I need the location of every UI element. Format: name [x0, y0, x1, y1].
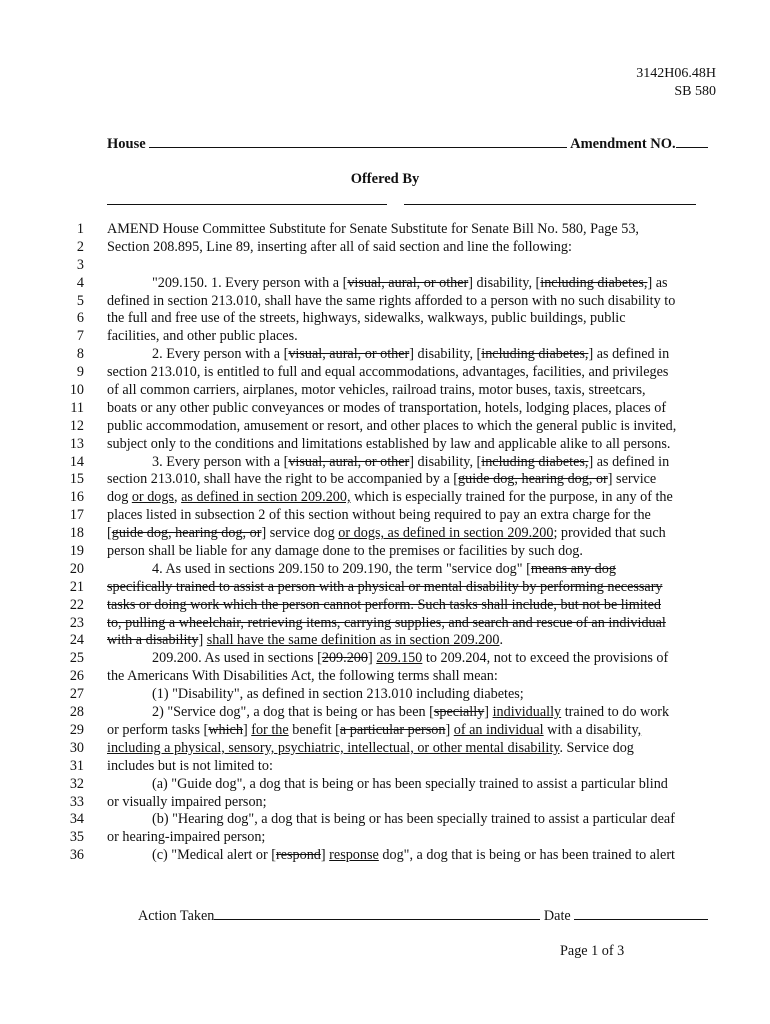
text-segment: ] as defined in	[588, 453, 670, 470]
line-text	[107, 507, 651, 525]
text-segment: 3. Every person with a [	[152, 453, 289, 470]
line-text	[107, 615, 666, 633]
body-line	[60, 489, 720, 507]
text-segment: ]	[242, 721, 252, 738]
page-number: Page 1 of 3	[560, 943, 625, 959]
inserted-text: 209.150	[376, 650, 423, 667]
body-line	[60, 328, 720, 346]
text-segment: includes but is not limited to:	[107, 757, 273, 774]
text-segment: which is especially trained for the purpose, in any of the	[350, 489, 673, 506]
text-segment: 4. As used in sections 209.150 to 209.190, the term "service dog" [	[152, 560, 531, 577]
line-text	[107, 382, 646, 400]
text-segment: (b) "Hearing dog", a dog that is being or has been specially trained to assist a particular deaf	[152, 811, 675, 828]
text-segment: boats or any other public conveyances or modes of transportation, hotels, lodging places, places of	[107, 399, 667, 416]
line-text	[107, 239, 572, 257]
inserted-text: shall have the same definition as in section 209.200	[206, 632, 500, 649]
stricken-text: specially	[433, 704, 485, 721]
text-segment: ] disability, [	[409, 346, 482, 363]
stricken-text: with a disability	[107, 632, 199, 649]
date-label: Date	[543, 908, 571, 924]
text-segment: ]	[367, 650, 377, 667]
text-segment: of all common carriers, airplanes, motor vehicles, railroad trains, motor buses, taxis, streetcars,	[107, 382, 646, 399]
line-text	[107, 722, 641, 740]
line-number: 3	[76, 256, 84, 273]
line-text	[107, 436, 670, 454]
body-line	[60, 668, 720, 686]
amendment-label: Amendment NO.	[570, 136, 676, 152]
offered-by-label: Offered By	[350, 171, 420, 187]
text-segment: [	[107, 525, 112, 542]
text-segment: ] service dog	[261, 525, 339, 542]
text-segment: the Americans With Disabilities Act, the following terms shall mean:	[107, 668, 498, 685]
text-segment: benefit [	[288, 721, 340, 738]
body-line	[60, 829, 720, 847]
text-segment: ] as defined in	[588, 346, 670, 363]
line-number: 5	[76, 292, 84, 309]
action-taken-blank	[214, 907, 540, 920]
line-text	[107, 740, 634, 758]
text-segment: 2. Every person with a [	[152, 346, 289, 363]
action-taken-label: Action Taken	[138, 908, 215, 924]
line-text	[107, 364, 668, 382]
text-segment: facilities, and other public places.	[107, 328, 298, 345]
stricken-text: visual, aural, or other	[347, 274, 469, 291]
line-number: 35	[69, 829, 84, 846]
text-segment: ]	[484, 704, 493, 721]
inserted-text: or dogs, as defined in section 209.200	[338, 525, 554, 542]
text-segment: Section 208.895, Line 89, inserting after all of said section and line the following:	[107, 238, 572, 255]
line-text	[107, 632, 503, 650]
body-line	[60, 454, 720, 472]
line-text	[107, 471, 656, 489]
offered-by-blank-right	[404, 204, 696, 205]
text-segment: ] service	[607, 471, 657, 488]
line-number: 27	[69, 686, 84, 703]
house-line	[107, 135, 708, 153]
stricken-text: means any dog	[530, 560, 616, 577]
line-text	[152, 686, 524, 704]
body-line	[60, 507, 720, 525]
text-segment: or visually impaired person;	[107, 793, 267, 810]
line-number: 15	[69, 471, 84, 488]
inserted-text: ,	[637, 721, 642, 738]
body-line	[60, 275, 720, 293]
inserted-text: for the	[251, 721, 289, 738]
line-number: 18	[69, 525, 84, 542]
text-segment: ; provided that such	[553, 525, 666, 542]
line-number: 28	[69, 704, 84, 721]
line-text	[152, 561, 616, 579]
line-text	[107, 758, 273, 776]
text-segment: subject only to the conditions and limitations established by law and applicable alike to all persons.	[107, 435, 671, 452]
body-line	[60, 418, 720, 436]
text-segment: trained to do work	[561, 704, 670, 721]
stricken-text: guide dog, hearing dog, or	[111, 525, 262, 542]
line-number: 30	[69, 739, 84, 756]
amendment-body	[60, 221, 720, 865]
text-segment: or hearing-impaired person;	[107, 829, 266, 846]
house-label: House	[107, 136, 146, 152]
body-line	[60, 561, 720, 579]
line-number: 1	[76, 221, 84, 237]
stricken-text: 209.200	[321, 650, 368, 667]
date-blank	[574, 907, 708, 920]
text-segment: ] disability, [	[409, 453, 482, 470]
line-text	[107, 418, 676, 436]
body-line	[60, 400, 720, 418]
text-segment: defined in section 213.010, shall have the same rights afforded to a person with no such disability to	[107, 292, 676, 309]
line-number: 21	[69, 578, 84, 595]
line-text	[107, 221, 639, 239]
line-text	[152, 811, 675, 829]
body-line	[60, 436, 720, 454]
text-segment: (c) "Medical alert or [	[152, 847, 276, 864]
line-number: 11	[70, 399, 84, 416]
inserted-text: of an individual	[453, 721, 544, 738]
text-segment: 209.200. As used in sections [	[152, 650, 322, 667]
line-number: 25	[69, 650, 84, 667]
line-text	[152, 776, 668, 794]
line-number: 22	[69, 596, 84, 613]
text-segment: ]	[445, 721, 454, 738]
text-segment: person shall be liable for any damage done to the premises or facilities by such dog.	[107, 543, 583, 560]
line-number: 10	[69, 382, 84, 399]
line-text	[107, 400, 666, 418]
stricken-text: guide dog, hearing dog, or	[458, 471, 608, 488]
text-segment: dog", a dog that is being or has been trained to alert	[378, 847, 675, 864]
stricken-text: to, pulling a wheelchair, retrieving items, carrying supplies, and search and rescue of an individual	[107, 614, 666, 631]
line-number: 26	[69, 668, 84, 685]
stricken-text: respond	[275, 847, 321, 864]
body-line	[60, 257, 720, 275]
line-text	[152, 275, 668, 293]
line-number: 32	[69, 775, 84, 792]
stricken-text: a particular person	[339, 721, 446, 738]
body-line	[60, 776, 720, 794]
house-blank	[149, 135, 567, 148]
text-segment: AMEND House Committee Substitute for Senate Substitute for Senate Bill No. 580, Page 53,	[107, 221, 639, 237]
stricken-text: visual, aural, or other	[288, 453, 410, 470]
text-segment: 2) "Service dog", a dog that is being or has been [	[152, 704, 434, 721]
bill-number: SB 580	[674, 84, 716, 99]
line-number: 6	[76, 310, 84, 327]
line-number: 31	[69, 757, 84, 774]
line-text	[107, 489, 673, 507]
line-number: 14	[69, 453, 84, 470]
inserted-text: as defined in section 209.200,	[181, 489, 351, 506]
line-text	[107, 525, 666, 543]
line-number: 24	[69, 632, 84, 649]
body-line	[60, 847, 720, 865]
stricken-text: including diabetes,	[540, 274, 648, 291]
text-segment: dog	[107, 489, 132, 506]
body-line	[60, 382, 720, 400]
body-line	[60, 525, 720, 543]
stricken-text: including diabetes,	[481, 453, 589, 470]
line-number: 33	[69, 793, 84, 810]
body-line	[60, 704, 720, 722]
stricken-text: tasks or doing work which the person cannot perform. Such tasks shall include, but not be limited	[107, 596, 661, 613]
line-number: 9	[76, 364, 84, 381]
line-text	[152, 847, 675, 865]
text-segment: (a) "Guide dog", a dog that is being or has been specially trained to assist a particular blind	[152, 775, 668, 792]
stricken-text: which	[208, 721, 243, 738]
line-number: 20	[69, 560, 84, 577]
stricken-text: visual, aural, or other	[288, 346, 410, 363]
body-line	[60, 579, 720, 597]
text-segment: . Service dog	[559, 739, 634, 756]
line-number: 13	[69, 435, 84, 452]
line-number: 34	[69, 811, 84, 828]
body-line	[60, 794, 720, 812]
body-line	[60, 293, 720, 311]
body-line	[60, 364, 720, 382]
body-line	[60, 740, 720, 758]
line-text	[107, 293, 675, 311]
text-segment: the full and free use of the streets, highways, sidewalks, walkways, public buildings, public	[107, 310, 626, 327]
text-segment: ]	[320, 847, 330, 864]
text-segment: ] as	[647, 274, 668, 291]
line-number: 12	[69, 417, 84, 434]
line-number: 17	[69, 507, 84, 524]
inserted-text: individually	[492, 704, 562, 721]
text-segment: section 213.010, shall have the right to be accompanied by a [	[107, 471, 459, 488]
line-text	[152, 704, 669, 722]
line-number: 19	[69, 543, 84, 560]
line-number: 29	[69, 721, 84, 738]
stricken-text: specifically trained to assist a person with a physical or mental disability by performing necessary	[107, 578, 663, 595]
line-text	[107, 328, 298, 346]
text-segment: ]	[198, 632, 207, 649]
body-line	[60, 632, 720, 650]
line-number: 4	[76, 274, 84, 291]
text-segment: section 213.010, is entitled to full and equal accommodations, advantages, facilities, and privileges	[107, 364, 669, 381]
line-text	[107, 543, 583, 561]
line-number: 36	[69, 847, 84, 864]
body-line	[60, 346, 720, 364]
inserted-text: including a physical, sensory, psychiatric, intellectual, or other mental disability	[107, 739, 560, 756]
body-line	[60, 310, 720, 328]
body-line	[60, 811, 720, 829]
body-line	[60, 650, 720, 668]
body-line	[60, 758, 720, 776]
text-segment: to 209.204, not to exceed the provisions of	[422, 650, 669, 667]
text-segment: or perform tasks [	[107, 721, 209, 738]
text-segment: public accommodation, amusement or resort, and other places to which the general public is invited,	[107, 417, 677, 434]
body-line	[60, 221, 720, 239]
body-line	[60, 239, 720, 257]
line-number: 2	[76, 238, 84, 255]
line-text	[152, 650, 668, 668]
text-segment: ,	[174, 489, 182, 506]
line-number: 16	[69, 489, 84, 506]
action-line	[138, 907, 708, 925]
stricken-text: including diabetes,	[481, 346, 589, 363]
line-text	[152, 454, 669, 472]
inserted-text: or dogs	[131, 489, 174, 506]
line-text	[152, 346, 669, 364]
body-line	[60, 722, 720, 740]
text-segment: ] disability, [	[468, 274, 541, 291]
amendment-number-blank	[676, 135, 708, 148]
body-line	[60, 597, 720, 615]
text-segment: places listed in subsection 2 of this section without being required to pay an extra charge for the	[107, 507, 651, 524]
line-text	[107, 794, 267, 812]
line-number: 23	[69, 614, 84, 631]
line-number: 8	[76, 346, 84, 363]
body-line	[60, 471, 720, 489]
line-text	[107, 597, 661, 615]
inserted-text: response	[329, 847, 379, 864]
body-line	[60, 615, 720, 633]
body-line	[60, 543, 720, 561]
body-line	[60, 686, 720, 704]
text-segment: .	[499, 632, 504, 649]
offered-by-blank-left	[107, 204, 387, 205]
text-segment: (1) "Disability", as defined in section 213.010 including diabetes;	[152, 686, 524, 703]
bill-code: 3142H06.48H	[636, 66, 716, 81]
line-text	[107, 310, 626, 328]
line-text	[107, 579, 663, 597]
line-text	[107, 668, 498, 686]
text-segment: "209.150. 1. Every person with a [	[152, 274, 348, 291]
line-text	[107, 829, 265, 847]
line-number: 7	[76, 328, 84, 345]
text-segment: with a disability	[543, 721, 638, 738]
